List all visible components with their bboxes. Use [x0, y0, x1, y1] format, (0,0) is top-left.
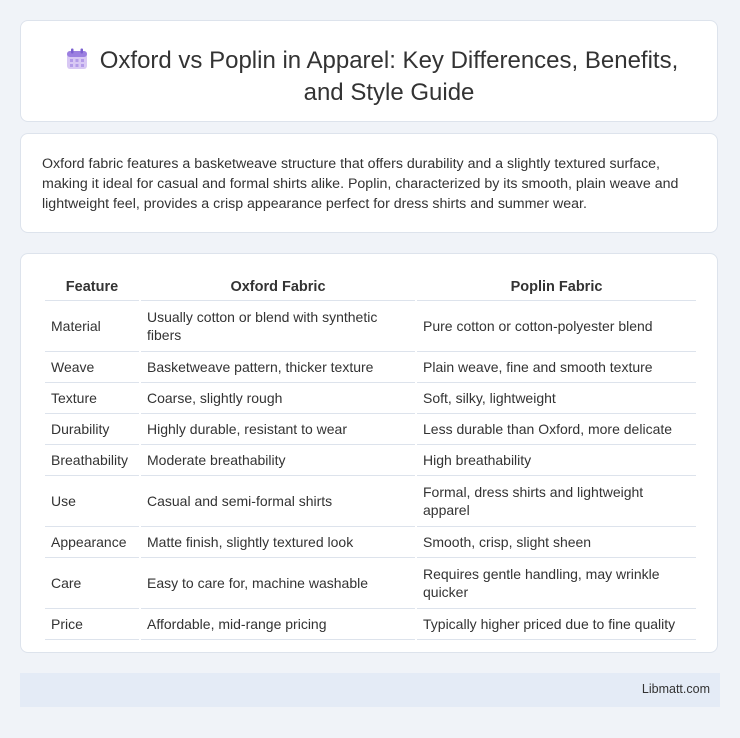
poplin-cell: Typically higher priced due to fine quality [417, 609, 696, 640]
oxford-cell: Easy to care for, machine washable [141, 558, 415, 609]
header-poplin: Poplin Fabric [417, 274, 696, 301]
intro-card [20, 133, 718, 233]
poplin-cell: High breathability [417, 445, 696, 476]
oxford-cell: Matte finish, slightly textured look [141, 527, 415, 558]
oxford-cell: Highly durable, resistant to wear [141, 414, 415, 445]
table-row [45, 558, 696, 609]
feature-cell: Material [45, 301, 139, 352]
poplin-cell: Formal, dress shirts and lightweight apparel [417, 476, 696, 527]
table-row [45, 476, 696, 527]
feature-cell: Texture [45, 383, 139, 414]
oxford-cell: Usually cotton or blend with synthetic fibers [141, 301, 415, 352]
poplin-cell: Plain weave, fine and smooth texture [417, 352, 696, 383]
feature-cell: Weave [45, 352, 139, 383]
feature-cell: Breathability [45, 445, 139, 476]
header-oxford: Oxford Fabric [141, 274, 415, 301]
feature-cell: Use [45, 476, 139, 527]
poplin-cell: Soft, silky, lightweight [417, 383, 696, 414]
table-row [45, 352, 696, 383]
page-title: Oxford vs Poplin in Apparel: Key Differences, Benefits, and Style Guide [99, 47, 679, 106]
poplin-cell: Requires gentle handling, may wrinkle quicker [417, 558, 696, 609]
footer-brand-link[interactable]: Libmatt.com [641, 682, 710, 696]
oxford-cell: Basketweave pattern, thicker texture [141, 352, 415, 383]
oxford-cell: Coarse, slightly rough [141, 383, 415, 414]
oxford-cell: Affordable, mid-range pricing [141, 609, 415, 640]
feature-cell: Durability [45, 414, 139, 445]
poplin-cell: Pure cotton or cotton-polyester blend [417, 301, 696, 352]
table-row [45, 414, 696, 445]
feature-cell: Appearance [45, 527, 139, 558]
table-row [45, 445, 696, 476]
header-feature: Feature [45, 274, 139, 301]
poplin-cell: Less durable than Oxford, more delicate [417, 414, 696, 445]
feature-cell: Care [45, 558, 139, 609]
comparison-table [43, 274, 698, 640]
title-card [20, 20, 718, 122]
footer-bar [20, 673, 720, 707]
table-row [45, 609, 696, 640]
oxford-cell: Casual and semi-formal shirts [141, 476, 415, 527]
feature-cell: Price [45, 609, 139, 640]
table-row [45, 301, 696, 352]
comparison-card [20, 253, 718, 653]
table-row [45, 383, 696, 414]
poplin-cell: Smooth, crisp, slight sheen [417, 527, 696, 558]
table-row [45, 527, 696, 558]
intro-paragraph: Oxford fabric features a basketweave structure that offers durability and a slightly textured surface, making it ideal for casual and formal shirts alike. Poplin, characterized by its smooth, plain weave and lightweight feel, provides a crisp appearance perfect for dress shirts and summer wear. [42, 156, 679, 212]
oxford-cell: Moderate breathability [141, 445, 415, 476]
